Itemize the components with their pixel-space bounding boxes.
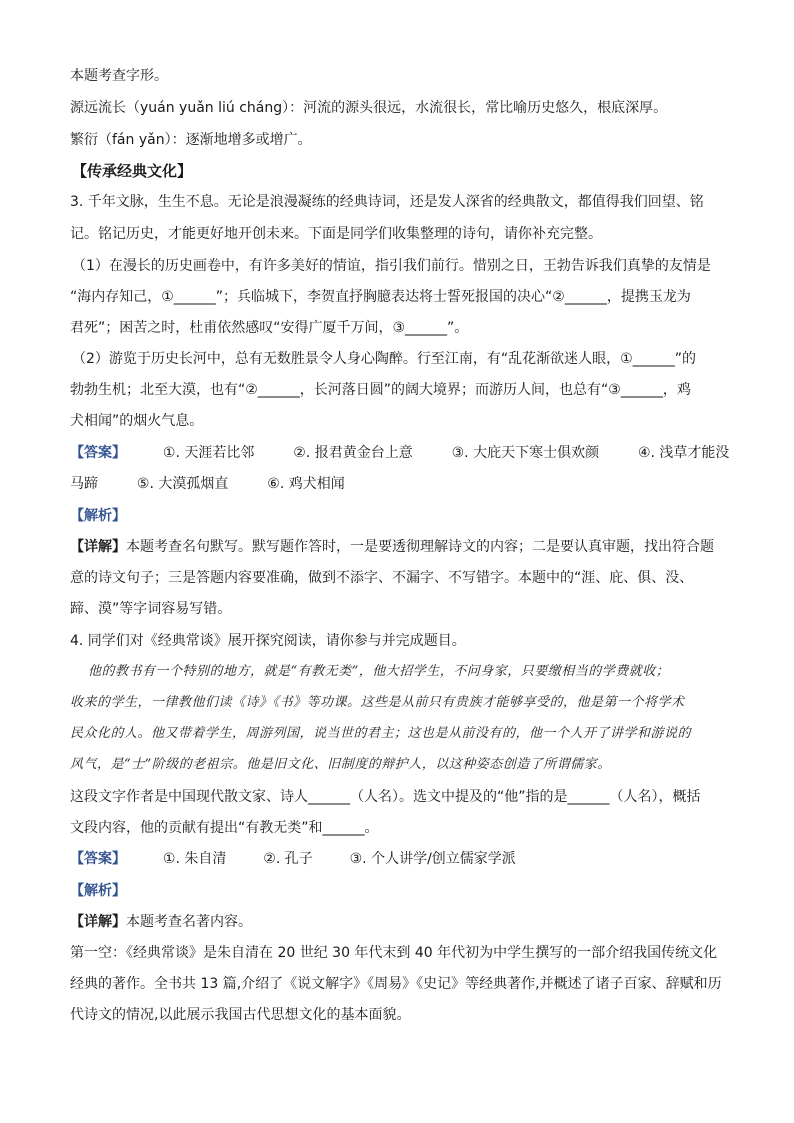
detail-line [70, 912, 252, 932]
question-3-text: 犬相闻”的烟火气息。 [70, 413, 204, 429]
answer-row [70, 443, 729, 463]
quote-line: 收来的学生，一律教他们读《诗》《书》等功课。这些是从前只有贵族才能够享受的，他是第一个将学术 [70, 695, 685, 710]
quote-line: 民众化的人。他又带着学生，周游列国，说当世的君主；这也是从前没有的，他一个人开了讲学和游说的 [70, 726, 692, 741]
text-line: 繁衍（fán yǎn）：逐渐地增多或增广。 [70, 132, 312, 148]
answer-item: ④. 浅草才能没 [637, 445, 730, 461]
answer-item: ⑤. 大漠孤烟直 [136, 476, 229, 492]
question-3-text: 3. 千年文脉，生生不息。无论是浪漫凝练的经典诗词，还是发人深省的经典散文，都值得我们回望、铭 [70, 194, 704, 210]
answer-tag: 【答案】 [70, 445, 126, 461]
detail-line [70, 537, 714, 557]
question-4-text: 这段文字作者是中国现代散文家、诗人______（人名）。选文中提及的“他”指的是______（人名），概括 [70, 789, 701, 805]
answer-item: ①. 朱自清 [162, 851, 227, 867]
analysis-tag: 【解析】 [70, 508, 126, 524]
question-3-text: “海内存知己，①______”；兵临城下，李贺直抒胸臆表达将士誓死报国的决心“②______，提携玉龙为 [70, 289, 691, 305]
analysis-tag: 【解析】 [70, 883, 126, 899]
answer-item: ②. 孔子 [263, 851, 313, 867]
question-4-text: 4. 同学们对《经典常谈》展开探究阅读，请你参与并完成题目。 [70, 633, 466, 649]
detail-line: 代诗文的情况,以此展示我国古代思想文化的基本面貌。 [70, 1007, 411, 1023]
answer-tag: 【答案】 [70, 851, 126, 867]
detail-line: 经典的著作。全书共 13 篇,介绍了《说文解字》《周易》《史记》等经典著作,并概述了诸子百家、辞赋和历 [70, 976, 722, 992]
answer-item: ③. 个人讲学/创立儒家学派 [349, 851, 516, 867]
detail-line: 意的诗文句子；三是答题内容要准确，做到不添字、不漏字、不写错字。本题中的“涯、庇、俱、没、 [70, 570, 694, 586]
question-3-text: 记。铭记历史，才能更好地开创未来。下面是同学们收集整理的诗句，请你补充完整。 [70, 226, 602, 242]
answer-item: ⑥. 鸡犬相闻 [267, 476, 345, 492]
answer-item: ②. 报君黄金台上意 [293, 445, 413, 461]
answer-row [70, 474, 345, 494]
detail-text: 本题考查名句默写。默写题作答时，一是要透彻理解诗文的内容；二是要认真审题，找出符合题 [126, 539, 714, 555]
text-line: 源远流长（yuán yuǎn liú cháng）：河流的源头很远，水流很长，常比喻历史悠久，根底深厚。 [70, 100, 668, 116]
question-4-text: 文段内容，他的贡献有提出“有教无类”和______。 [70, 820, 379, 836]
detail-text: 本题考查名著内容。 [126, 914, 252, 930]
detail-line: 第一空：《经典常谈》是朱自清在 20 世纪 30 年代末到 40 年代初为中学生撰写的一部介绍我国传统文化 [70, 945, 718, 961]
answer-row [70, 849, 516, 869]
detail-line: 蹄、漠”等字词容易写错。 [70, 601, 232, 617]
answer-item: 马蹄 [70, 476, 98, 492]
section-heading: 【传承经典文化】 [72, 162, 193, 180]
detail-tag: 【详解】 [70, 914, 126, 930]
answer-item: ①. 天涯若比邻 [162, 445, 255, 461]
question-3-text: 勃勃生机；北至大漠，也有“②______，长河落日圆”的阔大境界；而游历人间，也总有“③______，鸡 [70, 382, 691, 398]
text-line: 本题考查字形。 [70, 68, 168, 84]
question-3-text: （1）在漫长的历史画卷中，有许多美好的情谊，指引我们前行。惜别之日，王勃告诉我们真挚的友情是 [72, 258, 711, 274]
question-3-text: （2）游览于历史长河中，总有无数胜景令人身心陶醉。行至江南，有“乱花渐欲迷人眼，①______”的 [72, 351, 696, 367]
detail-tag: 【详解】 [70, 539, 126, 555]
quote-line: 风气，是“士”阶级的老祖宗。他是旧文化、旧制度的辩护人，以这种姿态创造了所谓儒家。 [70, 757, 611, 772]
quote-line: 他的教书有一个特别的地方，就是“有教无类”，他大招学生，不问身家，只要缴相当的学费就收； [88, 664, 670, 679]
question-3-text: 君死”；困苦之时，杜甫依然感叹“安得广厦千万间，③______”。 [70, 320, 469, 336]
answer-item: ③. 大庇天下寒士俱欢颜 [451, 445, 600, 461]
